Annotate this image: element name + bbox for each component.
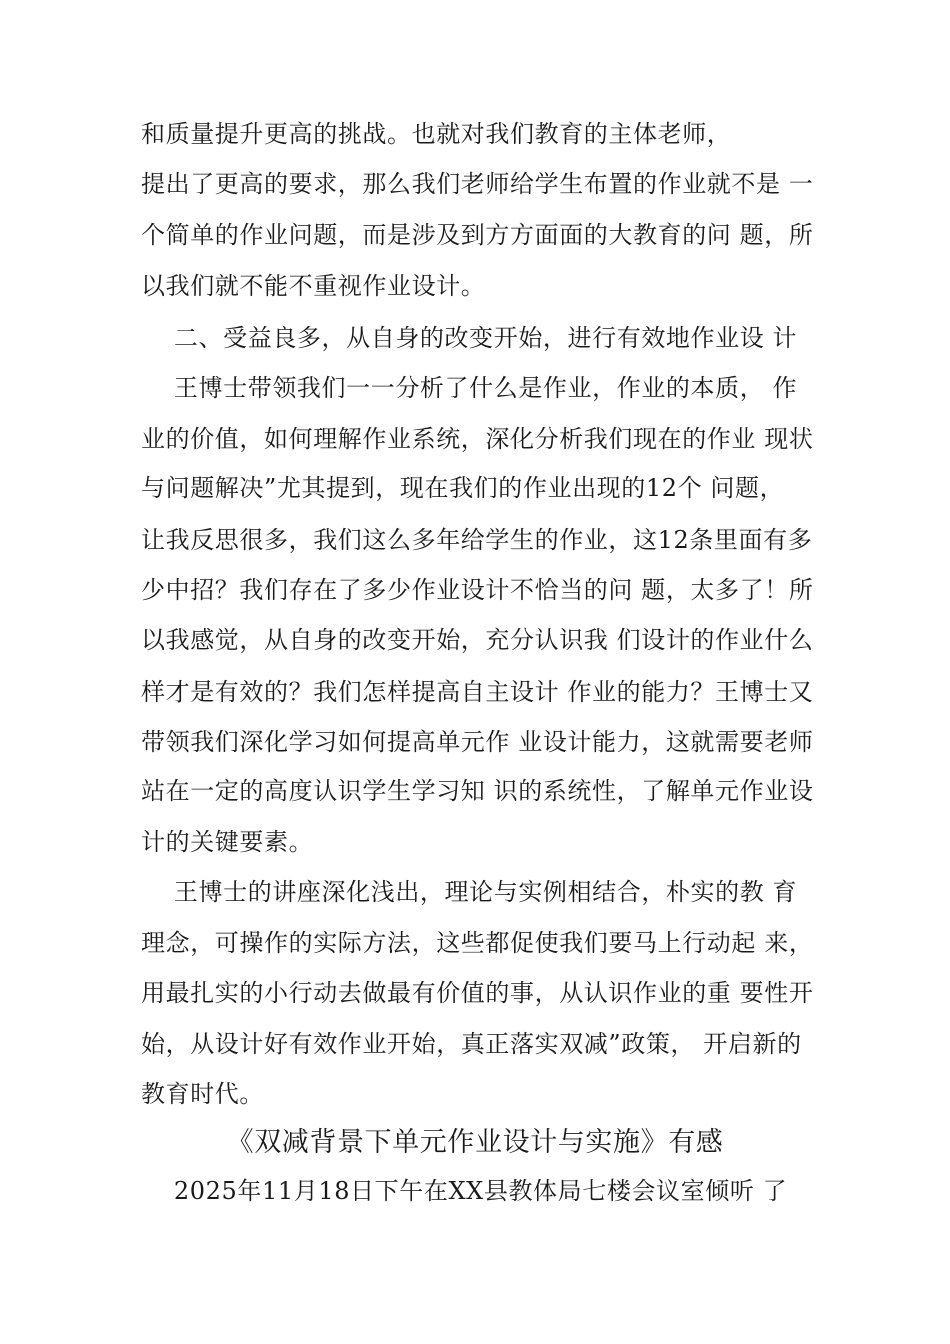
paragraph-line: 业的价值，如何理解作业系统，深化分析我们现在的作业 现状 — [141, 425, 814, 453]
paragraph-line: 少中招？我们存在了多少作业设计不恰当的问 题，太多了！所 — [141, 576, 814, 604]
paragraph-line: 教育时代。 — [141, 1080, 264, 1108]
paragraph-line: 王博士的讲座深化浅出，理论与实例相结合，朴实的教 育 — [141, 878, 798, 906]
article-title: 《双减背景下单元作业设计与实施》有感 — [226, 1127, 724, 1158]
paragraph-line: 用最扎实的小行动去做最有价值的事，从认识作业的重 要性开 — [141, 979, 814, 1007]
paragraph-line: 始，从设计好有效作业开始，真正落实双减”政策， 开启新的 — [141, 1030, 802, 1058]
paragraph-line: 和质量提升更高的挑战。也就对我们教育的主体老师， — [141, 120, 732, 148]
paragraph-line: 2025年11月18日下午在XX县教体局七楼会议室倾听 了 — [141, 1177, 788, 1205]
section-heading: 二、受益良多，从自身的改变开始，进行有效地作业设 计 — [141, 324, 798, 352]
paragraph-line: 以我感觉，从自身的改变开始，充分认识我 们设计的作业什么 — [141, 626, 814, 654]
paragraph-line: 站在一定的高度认识学生学习知 识的系统性，了解单元作业设 — [141, 777, 814, 805]
paragraph-line: 以我们就不能不重视作业设计。 — [141, 272, 486, 300]
paragraph-line: 样才是有效的？我们怎样提高自主设计 作业的能力？王博士又 — [141, 678, 814, 706]
paragraph-line: 计的关键要素。 — [141, 828, 314, 856]
paragraph-line: 王博士带领我们一一分析了什么是作业，作业的本质， 作 — [141, 374, 798, 402]
paragraph-line: 个简单的作业问题，而是涉及到方方面面的大教育的问 题，所 — [141, 221, 814, 249]
paragraph-line: 与问题解决”尤其提到，现在我们的作业出现的12个 问题， — [141, 474, 785, 502]
paragraph-line: 带领我们深化学习如何提高单元作 业设计能力，这就需要老师 — [141, 728, 814, 756]
paragraph-line: 让我反思很多，我们这么多年给学生的作业，这12条里面有多 — [141, 526, 813, 554]
paragraph-line: 理念，可操作的实际方法，这些都促使我们要马上行动起 来， — [141, 929, 814, 957]
paragraph-line: 提出了更高的要求，那么我们老师给学生布置的作业就不是 一 — [141, 170, 814, 198]
